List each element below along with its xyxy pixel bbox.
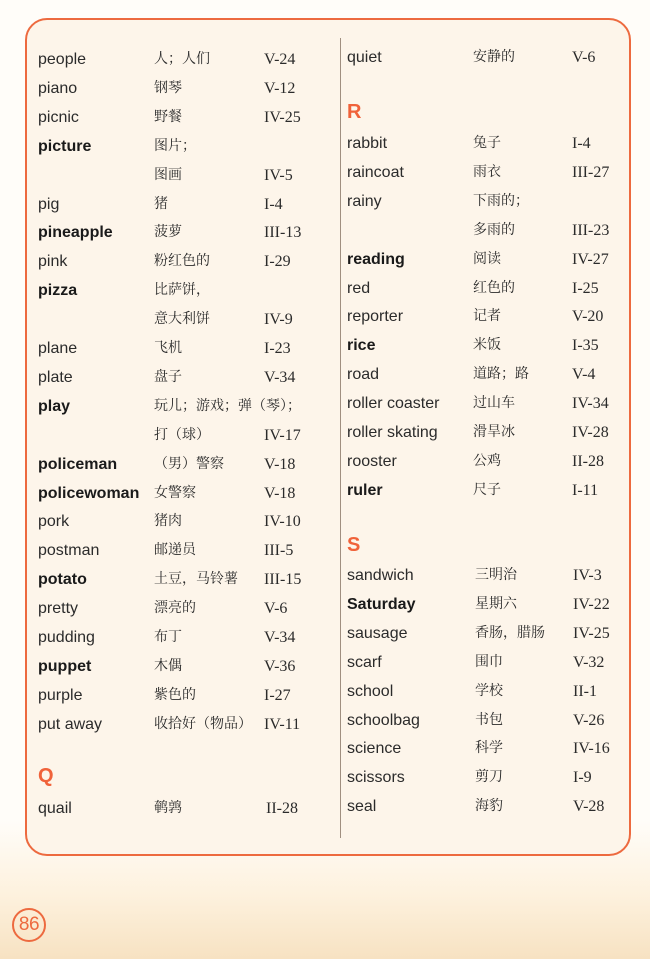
entry-word: scissors (347, 769, 405, 787)
vocab-entry (38, 392, 338, 421)
vocab-entry (38, 681, 338, 710)
vocab-entry (38, 507, 338, 536)
vocab-entry (38, 479, 338, 508)
vocab-entry (347, 706, 647, 735)
vocab-entry (38, 536, 338, 565)
entry-translation: 海豹 (475, 798, 503, 815)
entry-word: quiet (347, 49, 382, 66)
entry-translation: 道路；路 (473, 366, 529, 383)
vocab-entry (347, 331, 647, 360)
vocab-entry (38, 363, 338, 392)
vocab-entry (347, 561, 647, 590)
vocab-entry (347, 476, 647, 505)
entry-translation: 学校 (475, 682, 503, 699)
vocab-entry (38, 45, 338, 74)
vocab-entry (38, 652, 338, 681)
entry-word: seal (347, 798, 377, 816)
vocab-entry (347, 418, 647, 447)
entry-translation: 红色的 (473, 279, 515, 296)
entry-word: schoolbag (347, 711, 420, 729)
entry-translation: 钢琴 (154, 79, 182, 96)
entry-unit: I-25 (572, 279, 599, 297)
entry-translation: 公鸡 (473, 452, 501, 469)
vocab-entry (347, 216, 647, 245)
entry-unit: III-27 (572, 163, 610, 181)
entry-word: potato (38, 571, 87, 589)
entry-unit: V-26 (573, 711, 605, 729)
entry-unit: IV-25 (264, 108, 301, 126)
entry-unit: V-34 (264, 629, 296, 646)
entry-unit: I-29 (264, 253, 291, 271)
vocab-entry (38, 276, 338, 305)
entry-unit: I-4 (264, 195, 283, 213)
entry-translation: 米饭 (473, 337, 501, 354)
vocab-entry (347, 619, 647, 648)
entry-word: purple (38, 686, 83, 704)
entry-translation: 意大利饼 (154, 311, 210, 328)
vocab-entry (347, 245, 647, 274)
entry-unit: III-23 (572, 221, 610, 239)
entry-unit: IV-28 (572, 424, 609, 441)
entry-translation: 三明治 (475, 567, 517, 583)
entry-unit: V-24 (264, 51, 296, 68)
vocab-entry (38, 218, 338, 247)
section-letter-s: S (347, 534, 361, 556)
entry-word: scarf (347, 653, 382, 671)
entry-translation: 布丁 (154, 629, 182, 645)
entry-word: road (347, 366, 380, 384)
vocab-entry (347, 43, 647, 72)
entry-word: people (38, 51, 87, 68)
entry-unit: V-6 (572, 49, 596, 66)
entry-word: pig (38, 195, 60, 213)
entry-word: picnic (38, 108, 79, 126)
entry-translation: 围巾 (475, 653, 503, 670)
entry-word: postman (38, 542, 100, 560)
entry-unit: IV-9 (264, 311, 293, 329)
entry-unit: I-4 (572, 135, 591, 152)
entry-unit: III-13 (264, 224, 302, 242)
entry-translation: 漂亮的 (154, 600, 196, 617)
entry-word: play (38, 397, 71, 415)
entry-translation: 尺子 (473, 481, 501, 498)
vocab-entry (347, 187, 647, 216)
entry-word: pizza (38, 282, 78, 300)
vocab-entry (38, 305, 338, 334)
vocab-entry (38, 190, 338, 219)
vocab-entry (38, 132, 338, 161)
vocab-entry (38, 334, 338, 363)
vocab-entry (347, 590, 647, 619)
entry-word: pineapple (38, 224, 113, 242)
entry-word: pork (38, 513, 70, 531)
entry-word: sandwich (347, 567, 414, 584)
vocab-entry (347, 763, 647, 792)
entry-word: roller coaster (347, 395, 440, 413)
entry-unit: IV-22 (573, 595, 610, 613)
entry-word: red (347, 279, 371, 297)
vocab-entry (38, 161, 338, 190)
vocab-entry (347, 677, 647, 706)
entry-unit: III-5 (264, 542, 294, 560)
entry-unit: I-11 (572, 481, 599, 499)
entry-word: put away (38, 715, 103, 733)
entry-unit: II-1 (573, 682, 597, 700)
entry-unit: III-15 (264, 571, 302, 589)
entry-word: roller skating (347, 424, 438, 441)
entry-word: sausage (347, 624, 408, 642)
entry-translation: 女警察 (154, 484, 196, 501)
column-divider (340, 38, 341, 838)
entry-unit: II-28 (572, 452, 604, 470)
entry-translation: 香肠，腊肠 (475, 624, 545, 641)
entry-word: quail (38, 800, 72, 817)
entry-unit: I-27 (264, 686, 291, 704)
vocab-entry (38, 74, 338, 103)
entry-word: plane (38, 340, 78, 357)
entry-unit: IV-11 (264, 715, 301, 733)
vocab-entry (347, 129, 647, 158)
vocab-entry (38, 565, 338, 594)
entry-unit: V-34 (264, 368, 296, 386)
vocab-entry (38, 710, 338, 739)
entry-word: rooster (347, 452, 397, 470)
entry-translation: 剪刀 (475, 769, 503, 786)
entry-translation: 菠萝 (154, 224, 182, 241)
vocab-entry (38, 103, 338, 132)
vocab-entry (347, 158, 647, 187)
vocab-entry (347, 389, 647, 418)
entry-unit: IV-25 (573, 624, 610, 642)
entry-word: policewoman (38, 484, 140, 502)
entry-word: Saturday (347, 595, 416, 613)
entry-translation: 图片； (154, 137, 196, 154)
entry-word: picture (38, 137, 92, 155)
entry-translation: 猪 (154, 195, 168, 212)
entry-translation: 紫色的 (154, 686, 196, 703)
entry-translation: 阅读 (473, 250, 501, 267)
entry-translation: 玩儿；游戏；弹（琴）； (154, 397, 301, 414)
entry-word: puppet (38, 657, 92, 675)
entry-translation: 收拾好（物品） (154, 715, 252, 732)
entry-unit: IV-16 (573, 740, 610, 758)
entry-unit: V-12 (264, 79, 296, 97)
entry-translation: 野餐 (154, 108, 182, 125)
entry-translation: 下雨的； (473, 192, 529, 209)
entry-word: rice (347, 337, 376, 355)
entry-word: plate (38, 368, 73, 386)
entry-unit: V-28 (573, 798, 605, 816)
entry-word: rainy (347, 192, 382, 210)
entry-translation: 过山车 (473, 395, 515, 412)
vocab-entry (38, 247, 338, 276)
entry-unit: V-6 (264, 600, 288, 618)
entry-translation: 多雨的 (473, 221, 515, 238)
entry-translation: 鹌鹑 (154, 800, 182, 816)
entry-unit: V-32 (573, 653, 605, 671)
entry-unit: IV-3 (573, 567, 602, 584)
entry-word: rabbit (347, 135, 388, 152)
entry-translation: 土豆，马铃薯 (154, 571, 238, 588)
entry-translation: （男）警察 (154, 455, 224, 472)
entry-unit: IV-5 (264, 166, 293, 184)
entry-translation: 记者 (473, 308, 501, 325)
vocab-entry (38, 623, 338, 652)
entry-word: pretty (38, 600, 79, 618)
entry-translation: 木偶 (154, 657, 182, 674)
entry-word: policeman (38, 455, 118, 473)
entry-translation: 雨衣 (473, 163, 501, 180)
entry-translation: 安静的 (473, 49, 515, 65)
entry-word: ruler (347, 481, 383, 499)
vocab-entry (38, 421, 338, 450)
entry-unit: II-28 (266, 800, 298, 817)
entry-translation: 滑旱冰 (473, 424, 515, 440)
vocab-entry (347, 360, 647, 389)
entry-word: science (347, 740, 402, 758)
entry-word: reporter (347, 308, 404, 326)
vocab-entry (347, 792, 647, 821)
entry-unit: IV-27 (572, 250, 609, 268)
page-number: 86 (12, 908, 46, 942)
vocab-entry (38, 450, 338, 479)
section-letter-r: R (347, 101, 362, 123)
vocab-entry (347, 734, 647, 763)
entry-unit: I-23 (264, 340, 291, 357)
entry-translation: 打（球） (154, 426, 210, 443)
entry-translation: 飞机 (154, 340, 182, 356)
entry-unit: V-18 (264, 455, 296, 473)
entry-unit: IV-17 (264, 426, 301, 444)
entry-unit: IV-34 (572, 395, 609, 413)
entry-word: piano (38, 79, 78, 97)
section-letter-q: Q (38, 765, 54, 787)
entry-word: reading (347, 250, 405, 268)
vocab-entry (347, 447, 647, 476)
entry-translation: 盘子 (154, 368, 182, 385)
entry-translation: 粉红色的 (154, 253, 210, 270)
entry-word: pink (38, 253, 68, 271)
entry-unit: I-35 (572, 337, 599, 355)
entry-unit: V-36 (264, 657, 296, 675)
entry-translation: 比萨饼， (154, 282, 210, 299)
vocab-entry (347, 302, 647, 331)
vocab-entry (347, 648, 647, 677)
entry-unit: IV-10 (264, 513, 301, 531)
entry-unit: I-9 (573, 769, 592, 787)
entry-translation: 科学 (475, 740, 503, 757)
entry-translation: 书包 (475, 711, 503, 728)
entry-word: raincoat (347, 163, 404, 181)
entry-unit: V-4 (572, 366, 596, 384)
vocab-entry (38, 594, 338, 623)
entry-translation: 星期六 (475, 595, 517, 612)
entry-word: pudding (38, 629, 95, 646)
entry-translation: 图画 (154, 166, 182, 183)
entry-translation: 人；人们 (154, 51, 210, 67)
entry-translation: 邮递员 (154, 542, 196, 559)
vocab-entry (38, 794, 338, 823)
entry-translation: 兔子 (473, 135, 501, 151)
entry-translation: 猪肉 (154, 513, 182, 530)
entry-unit: V-18 (264, 484, 296, 502)
entry-word: school (347, 682, 394, 700)
vocab-entry (347, 274, 647, 303)
entry-unit: V-20 (572, 308, 604, 326)
